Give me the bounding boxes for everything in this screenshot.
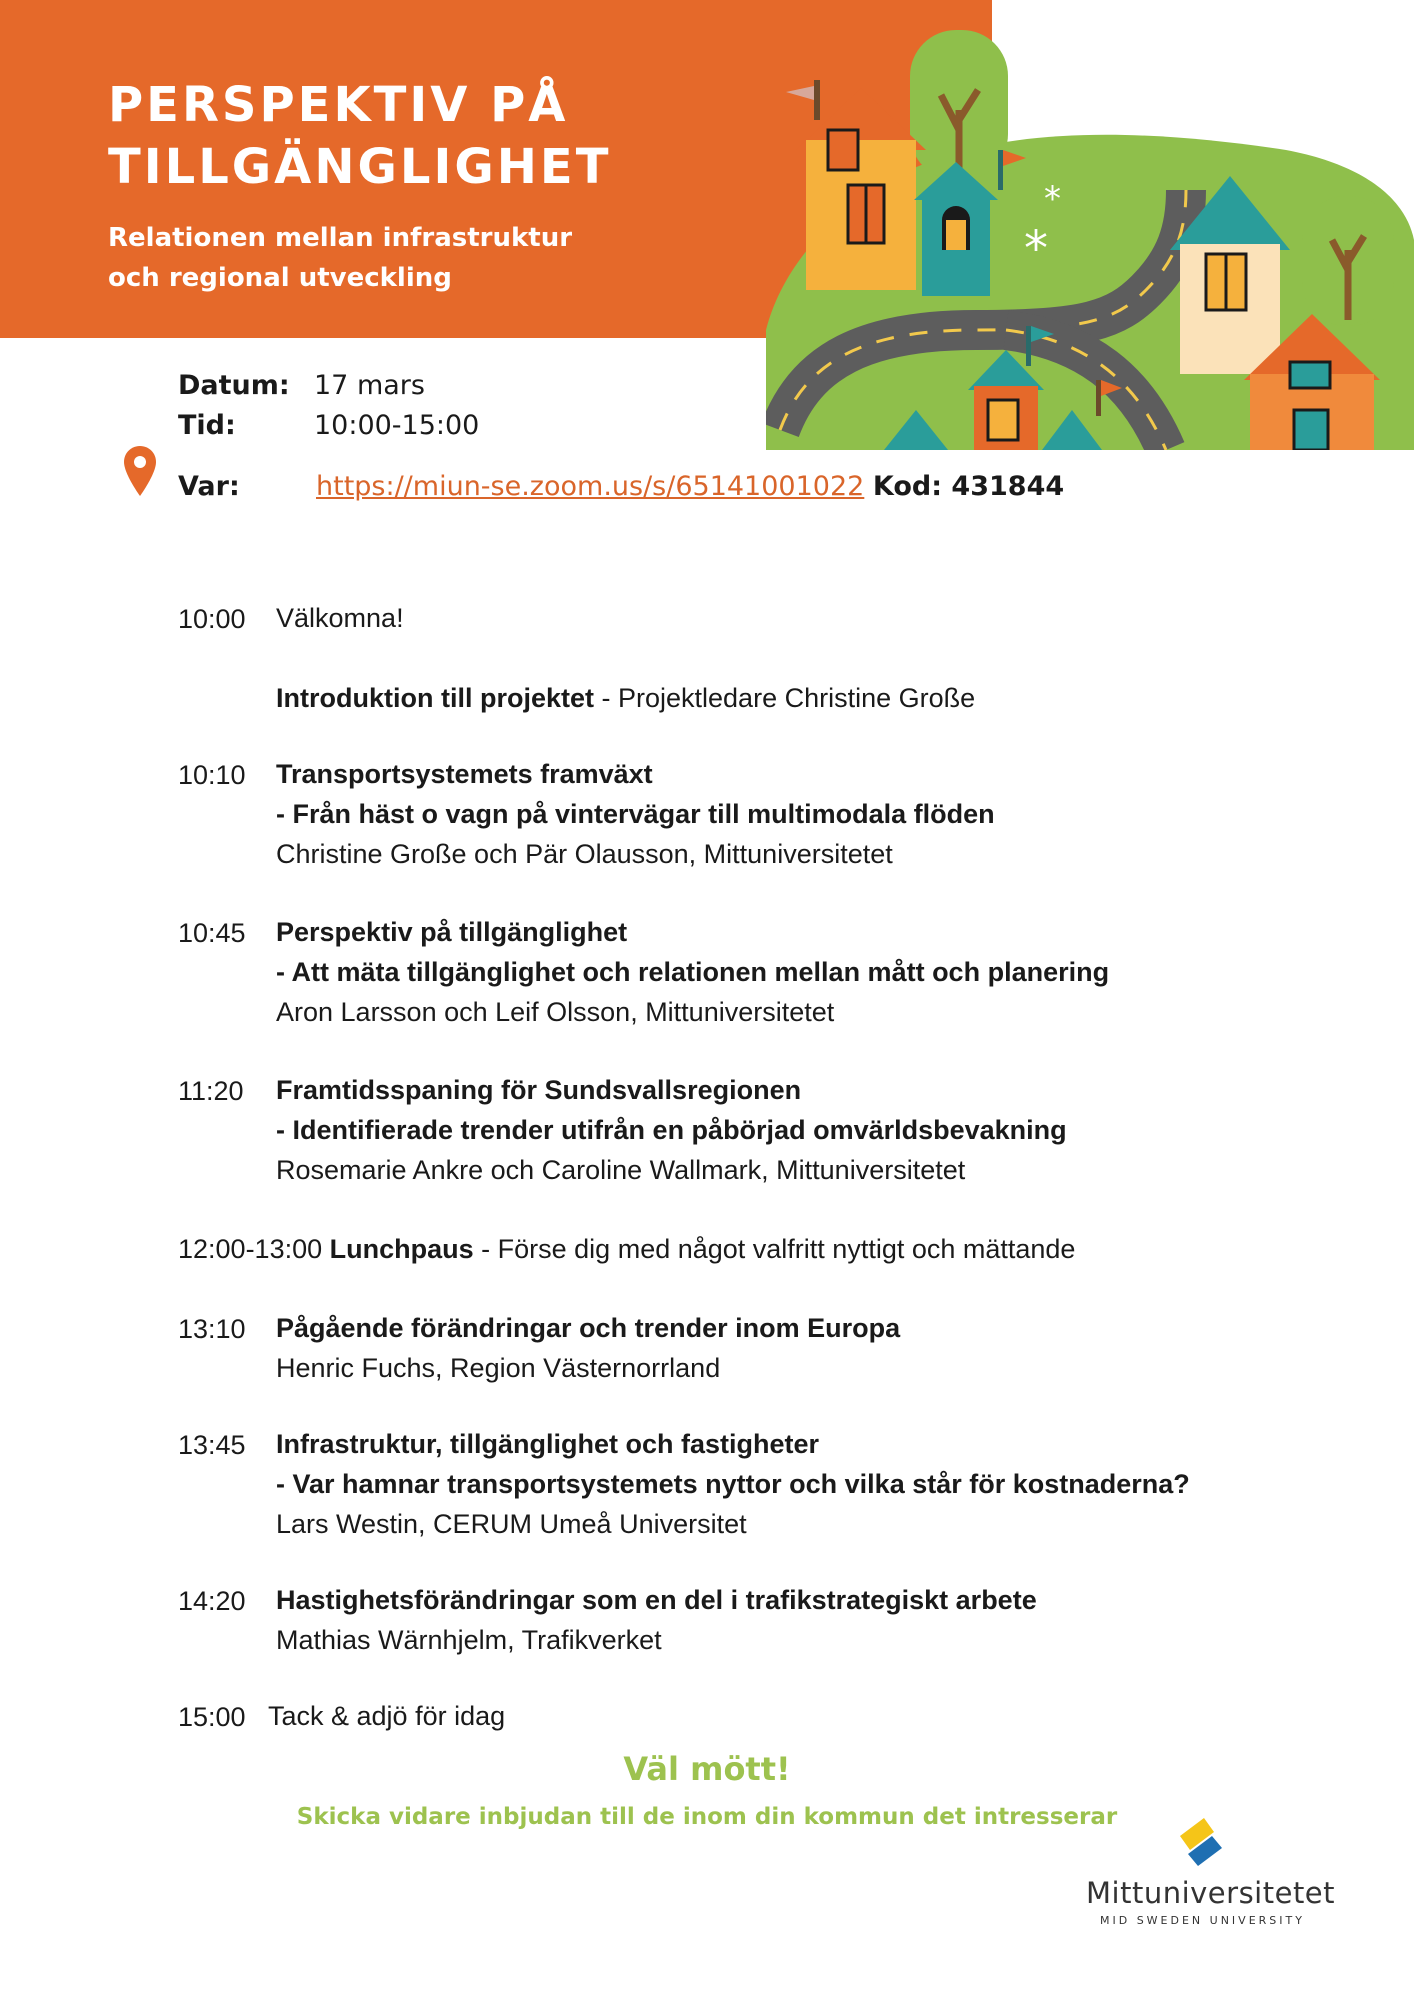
datum-value: 17 mars xyxy=(314,370,425,401)
agenda-time: 10:45 xyxy=(178,918,246,948)
location-line xyxy=(316,471,1064,502)
agenda-title: Tack & adjö för idag xyxy=(268,1701,506,1731)
var-label: Var: xyxy=(178,471,240,502)
agenda-speakers: Lars Westin, CERUM Umeå Universitet xyxy=(276,1509,747,1539)
location-pin-icon xyxy=(124,446,156,496)
agenda-lunch-line xyxy=(178,1234,1075,1265)
agenda-title: Lunchpaus xyxy=(329,1234,474,1264)
agenda-time: 10:10 xyxy=(178,760,246,790)
agenda-speakers: Rosemarie Ankre och Caroline Wallmark, Mittuniversitetet xyxy=(276,1155,966,1185)
page-subtitle xyxy=(108,218,572,298)
svg-text:*: * xyxy=(1044,179,1061,219)
agenda-subtitle: - Från häst o vagn på vintervägar till multimodala flöden xyxy=(276,799,995,829)
agenda-time: 13:10 xyxy=(178,1314,246,1344)
university-logo-icon xyxy=(1174,1814,1228,1868)
agenda-speakers: Mathias Wärnhjelm, Trafikverket xyxy=(276,1625,662,1655)
agenda-time: 12:00-13:00 xyxy=(178,1234,323,1264)
agenda-title: Pågående förändringar och trender inom Europa xyxy=(276,1313,901,1343)
agenda-title: Välkomna! xyxy=(276,603,404,633)
title-line-2: TILLGÄNGLIGHET xyxy=(108,139,612,195)
agenda-intro xyxy=(276,678,975,718)
agenda-subtitle: - Var hamnar transportsystemets nyttor och vilka står för kostnaderna? xyxy=(276,1469,1190,1499)
agenda-time: 11:20 xyxy=(178,1076,244,1106)
zoom-link[interactable]: https://miun-se.zoom.us/s/65141001022 xyxy=(316,471,865,502)
agenda-speakers: Christine Große och Pär Olausson, Mittuniversitetet xyxy=(276,839,893,869)
datum-label: Datum: xyxy=(178,370,290,401)
agenda-speakers: Aron Larsson och Leif Olsson, Mittuniversitetet xyxy=(276,997,835,1027)
village-illustration xyxy=(766,0,1414,450)
tid-label: Tid: xyxy=(178,410,236,441)
agenda-time: 15:00 xyxy=(178,1702,246,1732)
agenda-title: Introduktion till projektet xyxy=(276,683,594,713)
tid-value: 10:00-15:00 xyxy=(314,410,480,441)
agenda-speakers: - Förse dig med något valfritt nyttigt och mättande xyxy=(473,1234,1076,1264)
agenda-speakers: - Projektledare Christine Große xyxy=(594,683,976,713)
svg-text:*: * xyxy=(1024,221,1048,277)
agenda-title: Perspektiv på tillgänglighet xyxy=(276,917,628,947)
agenda-subtitle: - Identifierade trender utifrån en påbörjad omvärldsbevakning xyxy=(276,1115,1067,1145)
title-line-1: PERSPEKTIV PÅ xyxy=(108,77,569,133)
subtitle-line-2: och regional utveckling xyxy=(108,263,452,293)
closing-greeting: Väl mött! xyxy=(623,1750,791,1788)
agenda-time: 14:20 xyxy=(178,1586,246,1616)
agenda-speakers: Henric Fuchs, Region Västernorrland xyxy=(276,1353,721,1383)
agenda-time: 13:45 xyxy=(178,1430,246,1460)
subtitle-line-1: Relationen mellan infrastruktur xyxy=(108,223,573,253)
agenda-title: Framtidsspaning för Sundsvallsregionen xyxy=(276,1075,802,1105)
page-title xyxy=(108,74,611,198)
zoom-code: Kod: 431844 xyxy=(872,471,1065,502)
closing-note: Skicka vidare inbjudan till de inom din kommun det intresserar xyxy=(296,1804,1118,1830)
agenda-title: Hastighetsförändringar som en del i trafikstrategiskt arbete xyxy=(276,1585,1037,1615)
agenda-title: Transportsystemets framväxt xyxy=(276,759,653,789)
university-subtitle: MID SWEDEN UNIVERSITY xyxy=(1100,1914,1305,1927)
agenda-time: 10:00 xyxy=(178,604,246,634)
agenda-subtitle: - Att mäta tillgänglighet och relationen mellan mått och planering xyxy=(276,957,1110,987)
agenda-title: Infrastruktur, tillgänglighet och fastigheter xyxy=(276,1429,820,1459)
university-name: Mittuniversitetet xyxy=(1086,1876,1336,1910)
